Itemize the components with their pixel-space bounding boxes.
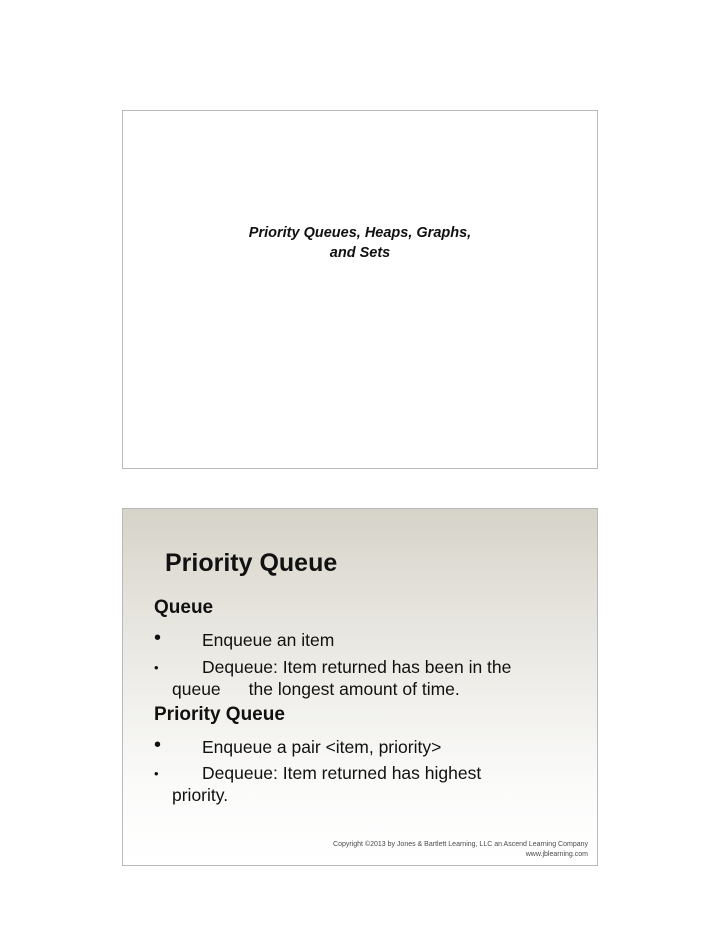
slide-title [123, 223, 597, 263]
publisher-url: www.jblearning.com [525, 851, 588, 858]
copyright-line: Copyright ©2013 by Jones & Bartlett Learning, LLC an Ascend Learning Company [333, 841, 588, 848]
bullet-text: Dequeue: Item returned has highest [202, 763, 482, 783]
section-heading-priority-queue: Priority Queue [154, 704, 285, 725]
bullet-item [154, 762, 594, 806]
slide-heading: Priority Queue [165, 549, 338, 577]
bullet-text: Dequeue: Item returned has been in the [202, 657, 512, 677]
slide-title-line: Priority Queues, Heaps, Graphs, [248, 225, 472, 241]
bullet-item [154, 629, 594, 651]
bullet-text: Enqueue a pair <item, priority> [202, 737, 442, 757]
slide-title-line: and Sets [329, 245, 391, 261]
bullet-item [154, 736, 594, 758]
title-slide [122, 110, 598, 469]
bullet-marker: • [154, 627, 162, 649]
bullet-continuation [154, 678, 594, 700]
section-heading-queue: Queue [154, 597, 214, 618]
bullet-item [154, 656, 594, 700]
bullet-continuation: priority. [172, 785, 229, 805]
bullet-marker: • [154, 734, 162, 756]
copyright-notice [333, 840, 588, 860]
bullet-continuation-text: queue [172, 679, 221, 699]
bullet-marker: • [154, 660, 159, 675]
bullet-marker: • [154, 766, 159, 781]
bullet-text: Enqueue an item [202, 630, 335, 650]
content-slide [122, 508, 598, 866]
bullet-continuation-text: the longest amount of time. [248, 679, 460, 699]
